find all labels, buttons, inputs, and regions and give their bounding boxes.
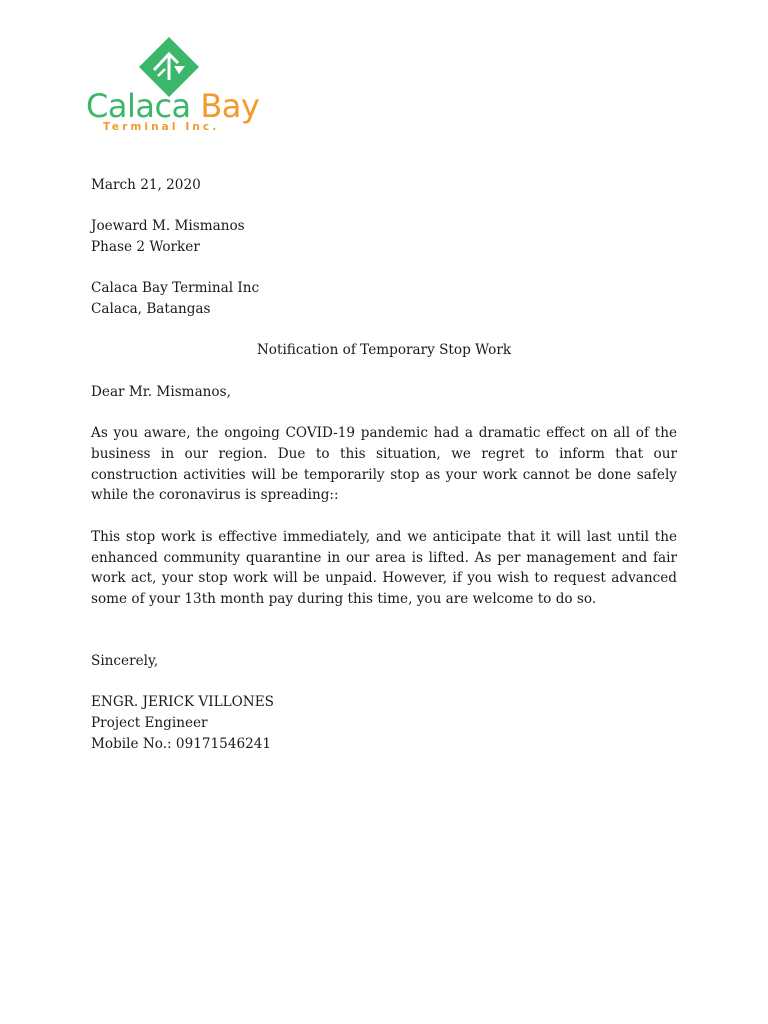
- letter-date: March 21, 2020: [91, 177, 201, 193]
- salutation: Dear Mr. Mismanos,: [91, 383, 231, 400]
- paragraph-2: This stop work is effective immediately, and we anticipate that it will last until the enhanced community quarantine in our area is lifted. As per management and fair work act, your stop work will be unpaid. However, if you wish to request advanced some of your 13th month pay during this time, you are welcome to do so.: [91, 528, 677, 608]
- logo-word-left: Calaca: [86, 87, 191, 125]
- paragraph-1: As you aware, the ongoing COVID-19 pandemic had a dramatic effect on all of the business in our region. Due to this situation, we regret to inform that our construction activities will be temporarily stop as your work cannot be done safely while the coronavirus is spreading::: [91, 425, 677, 504]
- closing: Sincerely,: [91, 652, 159, 669]
- letter-subject: Notification of Temporary Stop Work: [256, 342, 512, 359]
- signer-mobile: Mobile No.: 09171546241: [91, 735, 272, 752]
- company-name: Calaca Bay Terminal Inc: [91, 280, 260, 297]
- letter-body: [91, 175, 677, 755]
- signer-title: Project Engineer: [91, 715, 208, 732]
- recipient-name: Joeward M. Mismanos: [91, 218, 245, 235]
- company-logo: [86, 34, 260, 134]
- logo-wordmark: [86, 87, 260, 125]
- logo-word-right: Bay: [200, 87, 260, 125]
- signer-name: ENGR. JERICK VILLONES: [91, 694, 274, 711]
- logo-subtitle: Terminal Inc.: [103, 121, 220, 133]
- recipient-title: Phase 2 Worker: [91, 239, 200, 256]
- company-location: Calaca, Batangas: [91, 301, 211, 318]
